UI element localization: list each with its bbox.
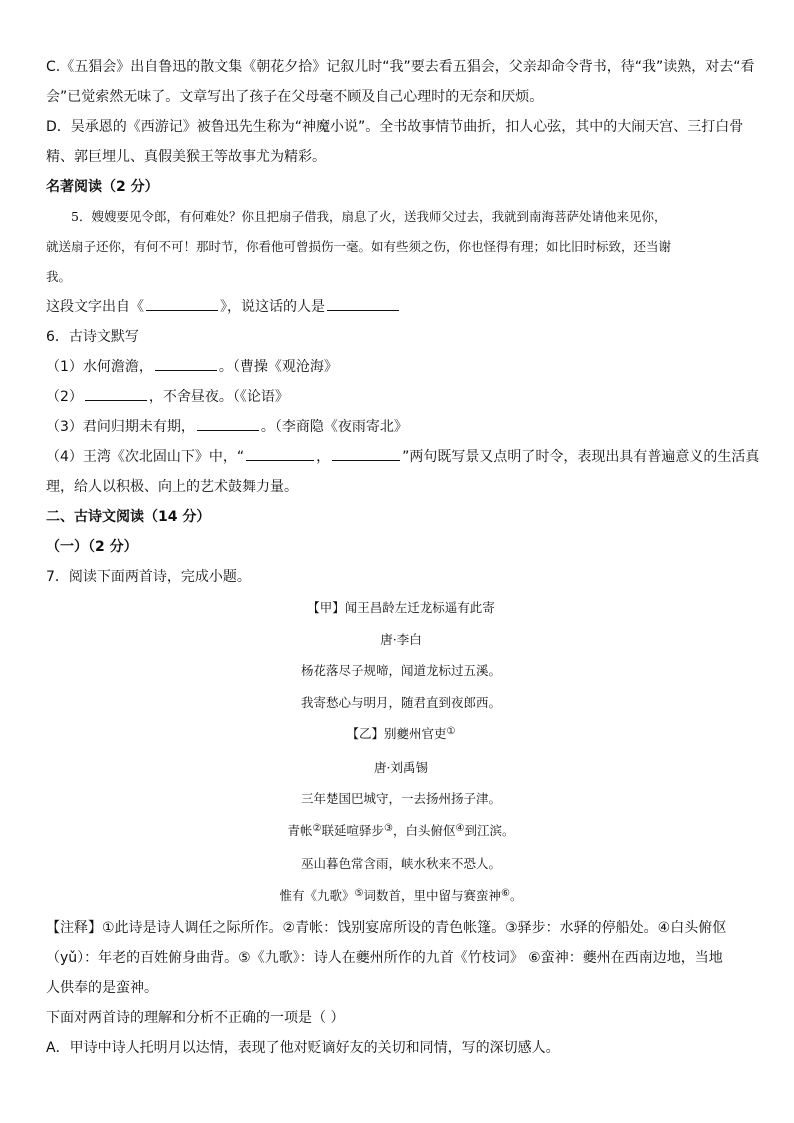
- poem-a: [46, 592, 756, 718]
- poem-b-author: 唐·刘禹锡: [374, 759, 428, 775]
- poem-b-line-2-part: 到江滨。: [464, 822, 515, 838]
- q6-item-2-text-a: （2）: [46, 389, 83, 405]
- poem-b-line-4-part: 惟有《九歌》: [279, 887, 355, 903]
- q6-item-2-text-b: ，不舍昼夜。（《论语》: [148, 389, 289, 405]
- footnote-marker: ③: [384, 822, 393, 834]
- q6-item-3-text-a: （3）君问归期未有期，: [46, 419, 195, 435]
- q5-passage-line-1: 5．嫂嫂要见令郎，有何难处？你且把扇子借我，扇息了火，送我师父过去，我就到南海菩萨处请他来见你，: [71, 209, 667, 224]
- answer-blank[interactable]: [197, 416, 259, 431]
- q6-item-2: [46, 382, 756, 412]
- footnote-marker: ⑥: [501, 887, 510, 899]
- poem-b-line-4-part: 词数首，里中留与赛蛮神: [363, 887, 501, 903]
- annotation-line-3: 人供奉的是蛮神。: [46, 980, 158, 996]
- option-d-line-2: 精、郭巨埋儿、真假美猴王等故事尤为精彩。: [46, 149, 326, 165]
- option-c-line-2: 会”已觉索然无味了。文章写出了孩子在父母毫不顾及自己心理时的无奈和厌烦。: [46, 89, 544, 105]
- q6-item-4-text-b: ，: [316, 449, 331, 465]
- q6-item-1-text-b: 。（曹操《观沧海》: [218, 359, 338, 375]
- subsection-heading: （一）（2 分）: [46, 539, 138, 555]
- annotation-line-2: （yǔ）：年老的百姓俯身曲背。⑤《九歌》：诗人在夔州所作的九首《竹枝词》 ⑥蛮神：夔州在西南边地，当地: [46, 950, 723, 966]
- q6-item-3: [46, 412, 756, 442]
- answer-blank[interactable]: [146, 296, 218, 311]
- q6-item-4: [46, 442, 760, 472]
- q6-item-4-text-a: （4）王湾《次北固山下》中，“: [46, 449, 245, 465]
- q6-item-4-cont: 理，给人以积极、向上的艺术鼓舞力量。: [46, 479, 298, 495]
- q6-title: 6．古诗文默写: [46, 329, 139, 345]
- q7-option-a: A．甲诗中诗人托明月以达情，表现了他对贬谪好友的关切和同情，写的深切感人。: [46, 1040, 560, 1056]
- poem-b-line-4: [46, 880, 756, 914]
- q5-passage-line-3: 我。: [46, 269, 72, 284]
- answer-blank[interactable]: [155, 356, 217, 371]
- poem-b-line-2: [46, 815, 756, 849]
- poem-a-line-2: 我寄愁心与明月，随君直到夜郎西。: [300, 694, 501, 710]
- footnote-marker: ④: [455, 822, 465, 834]
- footnote-marker: ①: [446, 726, 456, 737]
- option-c-line-1: C.《五猖会》出自鲁迅的散文集《朝花夕拾》记叙儿时“我”要去看五猖会，父亲却命令背书，待“我”读熟，对去“看: [46, 59, 755, 75]
- poem-b-line-3: 巫山暮色常含雨，峡水秋来不恐人。: [300, 856, 501, 871]
- q5-question: [46, 292, 756, 322]
- section-heading-classics: 名著阅读（2 分）: [46, 179, 159, 195]
- q5-question-text-b: 》，说这话的人是: [220, 299, 325, 315]
- q5-passage-line-2: 就送扇子还你，有何不可！那时节，你看他可曾损伤一毫。如有些须之伤，你也怪得有理；如比旧时标致，还当谢: [46, 239, 672, 254]
- poem-b-line-2-part: ，白头俯伛: [392, 822, 456, 838]
- annotation-line-1: 【注释】①此诗是诗人调任之际所作。②青帐：饯别宴席所设的青色帐篷。③驿步：水驿的停船处。④白头俯伛: [46, 920, 727, 936]
- exam-page: [46, 52, 760, 1063]
- answer-blank[interactable]: [332, 446, 400, 461]
- answer-blank[interactable]: [246, 446, 314, 461]
- q7-instruction: 7．阅读下面两首诗，完成小题。: [46, 569, 251, 585]
- q6-item-1-text-a: （1）水何澹澹，: [46, 359, 153, 375]
- poem-b: [46, 718, 756, 913]
- poem-a-author: 唐·李白: [380, 631, 422, 647]
- poem-a-title: 【甲】闻王昌龄左迁龙标遥有此寄: [307, 600, 495, 615]
- q7-question: 下面对两首诗的理解和分析不正确的一项是（ ）: [46, 1010, 345, 1026]
- poem-b-line-2-part: 青帐: [287, 822, 313, 838]
- poem-a-line-1: 杨花落尽子规啼，闻道龙标过五溪。: [300, 663, 501, 678]
- poem-b-line-1: 三年楚国巴城守，一去扬州扬子津。: [300, 791, 501, 806]
- q6-item-3-text-b: 。（李商隐《夜雨寄北》: [260, 419, 408, 435]
- q6-item-4-text-c: ”两句既写景又点明了时令，表现出具有普遍意义的生活真: [402, 449, 760, 465]
- section-heading-ancient: 二、古诗文阅读（14 分）: [46, 509, 211, 525]
- poem-b-line-4-part: 。: [509, 887, 523, 903]
- answer-blank[interactable]: [327, 296, 399, 311]
- footnote-marker: ⑤: [354, 887, 364, 899]
- answer-blank[interactable]: [85, 386, 147, 401]
- poem-b-title: [46, 718, 756, 752]
- q5-question-text-a: 这段文字出自《: [46, 299, 144, 315]
- poem-b-line-2-part: 联延喧驿步: [321, 822, 385, 838]
- q6-item-1: [46, 352, 756, 382]
- poem-b-title-text: 【乙】别夔州官吏: [346, 726, 447, 741]
- footnote-marker: ②: [312, 822, 322, 834]
- option-d-line-1: D．吴承恩的《西游记》被鲁迅先生称为“神魔小说”。全书故事情节曲折，扣人心弦，其中的大闹天宫、三打白骨: [46, 119, 744, 135]
